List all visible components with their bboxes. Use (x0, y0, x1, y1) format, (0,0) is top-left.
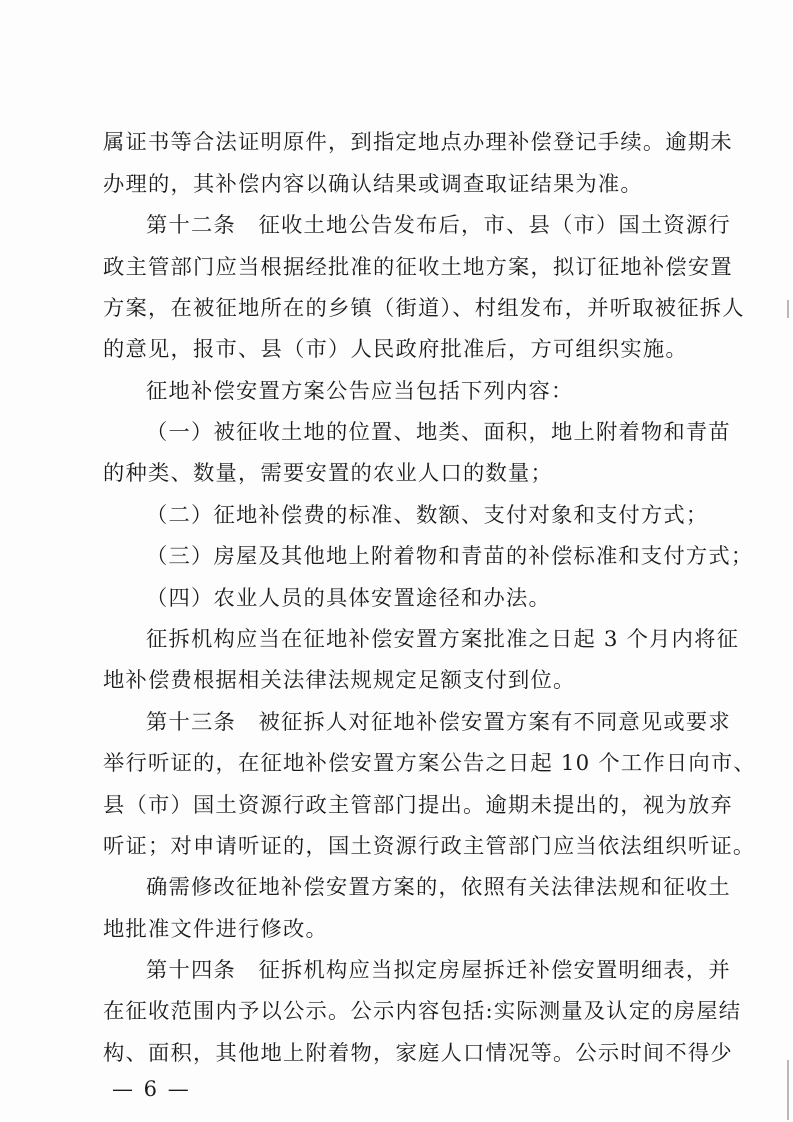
text-line: 办理的，其补偿内容以确认结果或调查取证结果为准。 (103, 172, 643, 197)
list-item-2-line: （二）征地补偿费的标准、数额、支付对象和支付方式； (146, 503, 709, 528)
text-line: 的意见，报市、县（市）人民政府批准后，方可组织实施。 (103, 337, 688, 362)
scan-artifact (787, 300, 789, 318)
page-number: — 6 — (112, 1077, 191, 1101)
article-13-heading-line: 第十三条 被征拆人对征地补偿安置方案有不同意见或要求 (146, 710, 731, 735)
text-line: 地批准文件进行修改。 (103, 917, 328, 942)
text-line: 政主管部门应当根据经批准的征收土地方案，拟订征地补偿安置 (103, 255, 733, 280)
text-line: 听证；对申请听证的，国土资源行政主管部门应当依法组织听证。 (103, 834, 756, 859)
text-line: 方案，在被征地所在的乡镇（街道）、村组发布，并听取被征拆人 (103, 296, 745, 321)
article-12-heading-line: 第十二条 征收土地公告发布后，市、县（市）国土资源行 (146, 213, 731, 238)
text-line: 征拆机构应当在征地补偿安置方案批准之日起 3 个月内将征 (146, 627, 740, 652)
text-line: 征地补偿安置方案公告应当包括下列内容： (146, 379, 574, 404)
text-line: 地补偿费根据相关法律法规规定足额支付到位。 (103, 668, 576, 693)
article-14-heading-line: 第十四条 征拆机构应当拟定房屋拆迁补偿安置明细表，并 (146, 958, 731, 983)
text-line: 的种类、数量，需要安置的农业人口的数量； (103, 461, 553, 486)
text-line: 构、面积，其他地上附着物，家庭人口情况等。公示时间不得少 (103, 1041, 733, 1066)
text-line: 确需修改征地补偿安置方案的，依照有关法律法规和征收土 (146, 875, 731, 900)
list-item-4-line: （四）农业人员的具体安置途径和办法。 (146, 586, 551, 611)
scan-artifact (787, 1060, 789, 1120)
list-item-3-line: （三）房屋及其他地上附着物和青苗的补偿标准和支付方式； (146, 544, 754, 569)
text-line: 县（市）国土资源行政主管部门提出。逾期未提出的，视为放弃 (103, 793, 733, 818)
text-line: 举行听证的，在征地补偿安置方案公告之日起 10 个工作日向市、 (103, 751, 756, 776)
text-line: 在征收范围内予以公示。公示内容包括:实际测量及认定的房屋结 (103, 999, 742, 1024)
list-item-1-line: （一）被征收土地的位置、地类、面积，地上附着物和青苗 (146, 420, 731, 445)
text-line: 属证书等合法证明原件，到指定地点办理补偿登记手续。逾期未 (103, 130, 733, 155)
